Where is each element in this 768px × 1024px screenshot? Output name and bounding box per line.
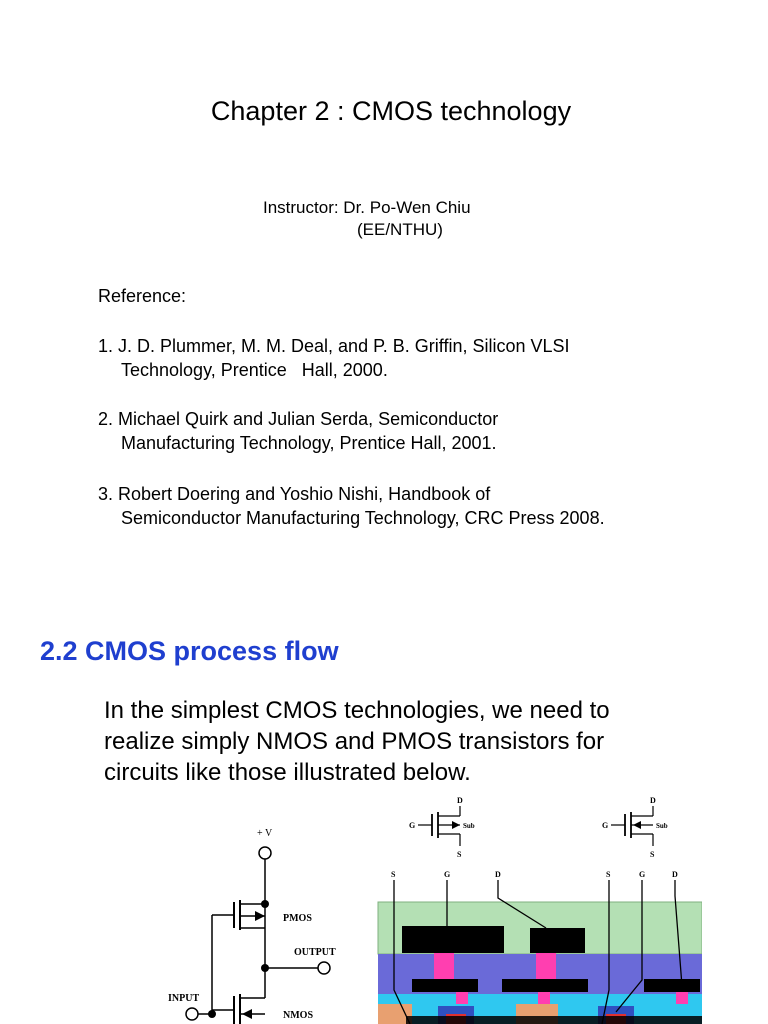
page-title: Chapter 2 : CMOS technology [210,96,572,126]
output-terminal [318,962,330,974]
symbol-arrow [452,821,460,829]
symbol-source-label: S [650,850,655,859]
reference-line: 2. Michael Quirk and Julian Serda, Semiconductor [98,409,499,429]
symbol-drain-label: D [457,796,463,805]
metal-line [530,928,585,953]
symbol-source-label: S [457,850,462,859]
instructor-affiliation: (EE/NTHU) [357,220,443,239]
reference-item [98,407,718,455]
metal-line [644,979,700,992]
cmos-cross-section [376,790,702,1024]
section-heading: 2.2 CMOS process flow [40,636,339,666]
intro-line: circuits like those illustrated below. [104,759,471,786]
terminal-label: D [672,870,678,879]
terminal-label: D [495,870,501,879]
output-label: OUTPUT [294,947,336,958]
via-plug [536,953,556,979]
reference-item [98,482,718,530]
input-terminal [186,1008,198,1020]
field-oxide [406,1016,702,1024]
reference-line: 3. Robert Doering and Yoshio Nishi, Handbook of [98,484,491,504]
pmos-symbol [602,796,668,859]
terminal-label: G [444,870,451,879]
intro-line: realize simply NMOS and PMOS transistors for [104,728,605,755]
instructor-name: Instructor: Dr. Po-Wen Chiu [263,198,471,217]
contact-plug [456,992,468,1004]
contact-plug [676,992,688,1004]
symbol-gate-label: G [409,821,416,830]
metal-line [502,979,588,992]
reference-line: Technology, Prentice Hall, 2000. [121,360,388,380]
cmos-inverter-schematic [160,820,360,1024]
input-label: INPUT [168,993,200,1004]
nmos-arrow [242,1009,252,1019]
nmos-symbol [409,796,475,859]
reference-line: Manufacturing Technology, Prentice Hall, 2001. [121,433,497,453]
intro-paragraph [104,695,744,788]
symbol-drain-label: D [650,796,656,805]
terminal-label: G [639,870,646,879]
via-plug [434,953,454,979]
vdd-terminal [259,847,271,859]
reference-line: Semiconductor Manufacturing Technology, CRC Press 2008. [121,508,605,528]
metal-line [412,979,478,992]
terminal-label: S [391,870,396,879]
intro-line: In the simplest CMOS technologies, we need to [104,697,610,724]
reference-heading: Reference: [98,286,187,306]
nmos-label: NMOS [283,1010,313,1021]
pmos-arrow [255,911,265,921]
metal-line [402,926,504,953]
symbol-sub-label: Sub [463,822,475,830]
pmos-label: PMOS [283,913,312,924]
reference-line: 1. J. D. Plummer, M. M. Deal, and P. B. Griffin, Silicon VLSI [98,336,570,356]
vdd-label: + V [257,828,273,839]
reference-item [98,334,718,382]
contact-plug [538,992,550,1004]
symbol-gate-label: G [602,821,609,830]
instructor-block [263,197,471,241]
symbol-arrow [633,821,641,829]
terminal-label: S [606,870,611,879]
symbol-sub-label: Sub [656,822,668,830]
